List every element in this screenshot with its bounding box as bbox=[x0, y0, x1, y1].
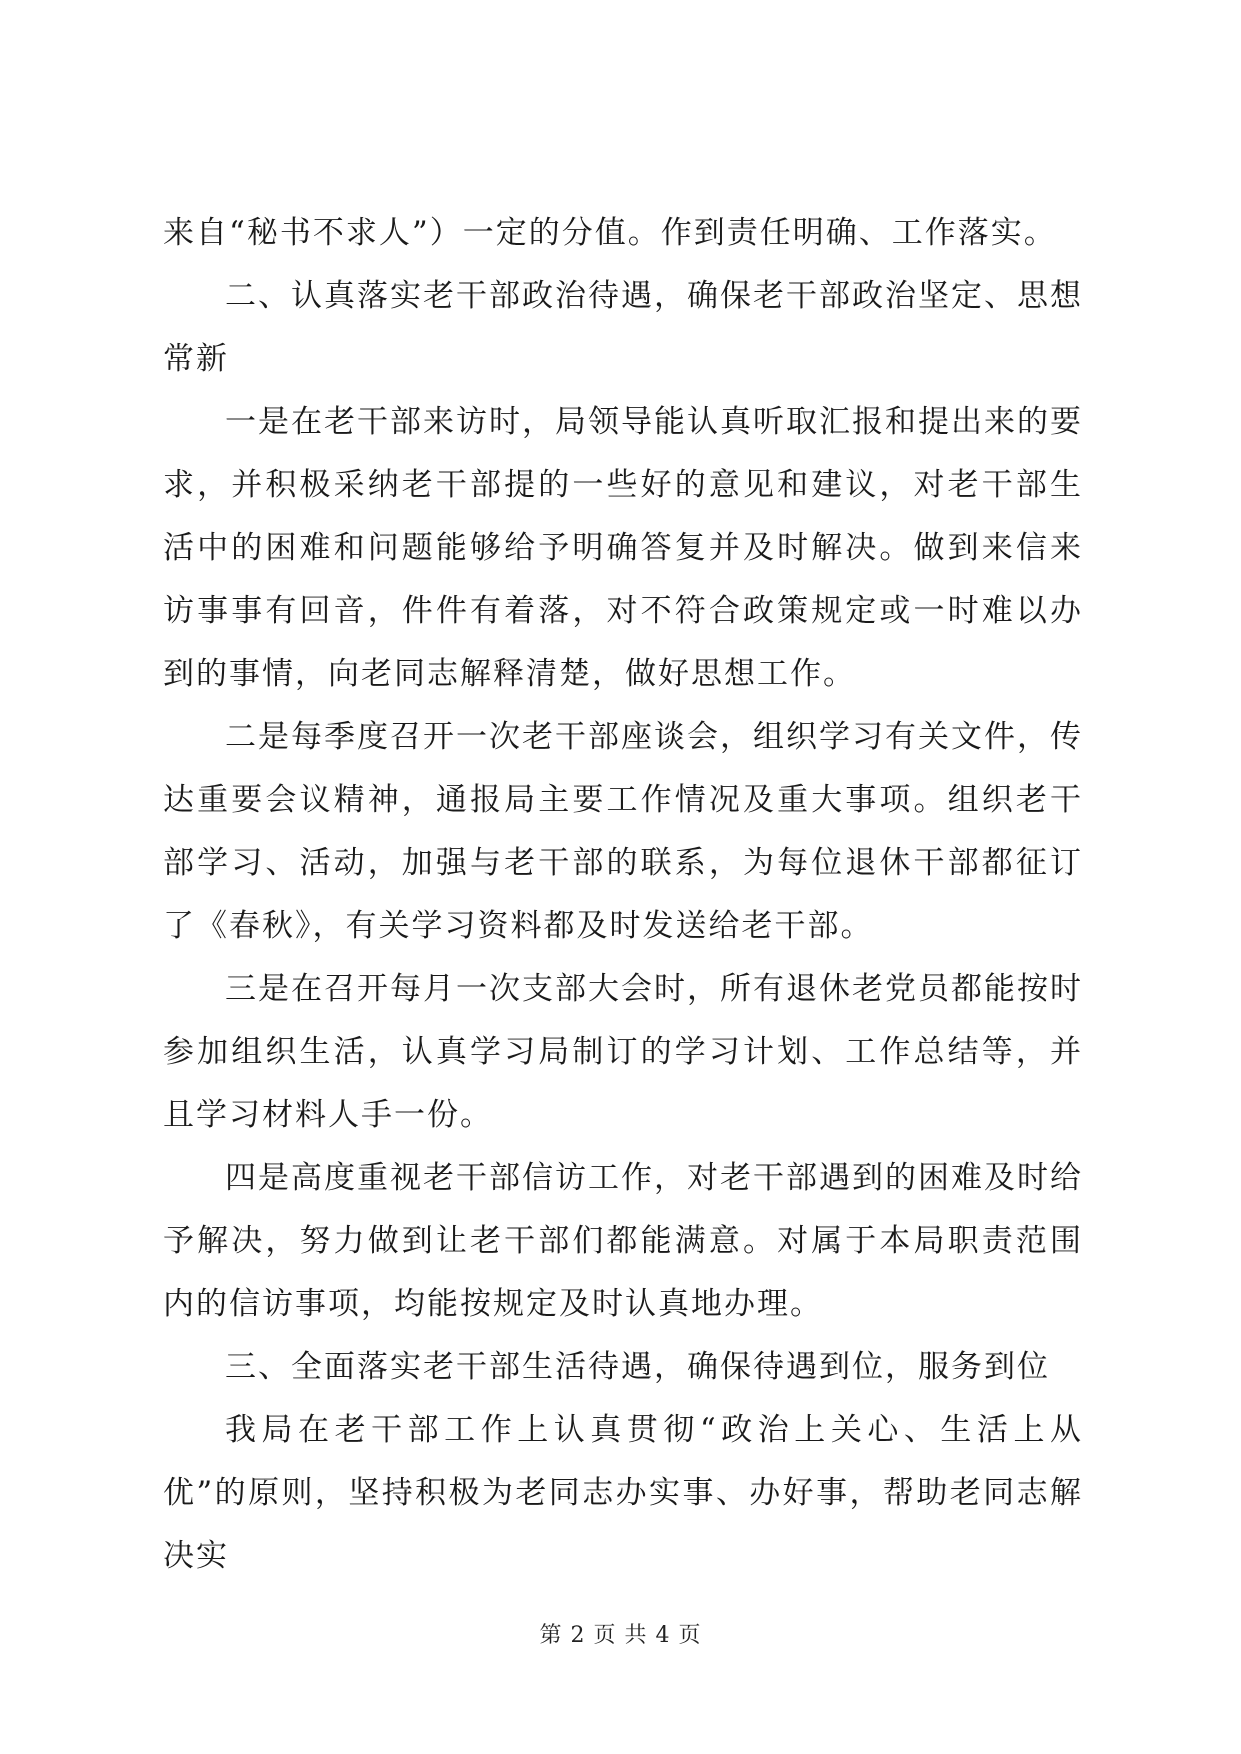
paragraph-item-two: 二是每季度召开一次老干部座谈会，组织学习有关文件，传达重要会议精神，通报局主要工作情况及重大事项。组织老干部学习、活动，加强与老干部的联系，为每位退休干部都征订了《春秋》，有关学习资料都及时发送给老干部。 bbox=[163, 719, 1083, 944]
section-heading-political: 二、认真落实老干部政治待遇，确保老干部政治坚定、思想常新 bbox=[163, 278, 1083, 377]
paragraph-living-intro: 我局在老干部工作上认真贯彻“政治上关心、生活上从优”的原则，坚持积极为老同志办实事、办好事，帮助老同志解决实 bbox=[163, 1412, 1083, 1574]
paragraph-item-one: 一是在老干部来访时，局领导能认真听取汇报和提出来的要求，并积极采纳老干部提的一些好的意见和建议，对老干部生活中的困难和问题能够给予明确答复并及时解决。做到来信来访事事有回音，件件有着落，对不符合政策规定或一时难以办到的事情，向老同志解释清楚，做好思想工作。 bbox=[163, 404, 1083, 692]
page-number-footer: 第 2 页 共 4 页 bbox=[539, 1623, 702, 1648]
paragraph-item-three: 三是在召开每月一次支部大会时，所有退休老党员都能按时参加组织生活，认真学习局制订的学习计划、工作总结等，并且学习材料人手一份。 bbox=[163, 971, 1083, 1133]
paragraph-item-four: 四是高度重视老干部信访工作，对老干部遇到的困难及时给予解决，努力做到让老干部们都能满意。对属于本局职责范围内的信访事项，均能按规定及时认真地办理。 bbox=[163, 1160, 1083, 1322]
paragraph-continuation: 来自“秘书不求人”）一定的分值。作到责任明确、工作落实。 bbox=[163, 215, 1057, 251]
section-heading-living: 三、全面落实老干部生活待遇，确保待遇到位，服务到位 bbox=[225, 1349, 1050, 1385]
document-body bbox=[163, 202, 1083, 1588]
